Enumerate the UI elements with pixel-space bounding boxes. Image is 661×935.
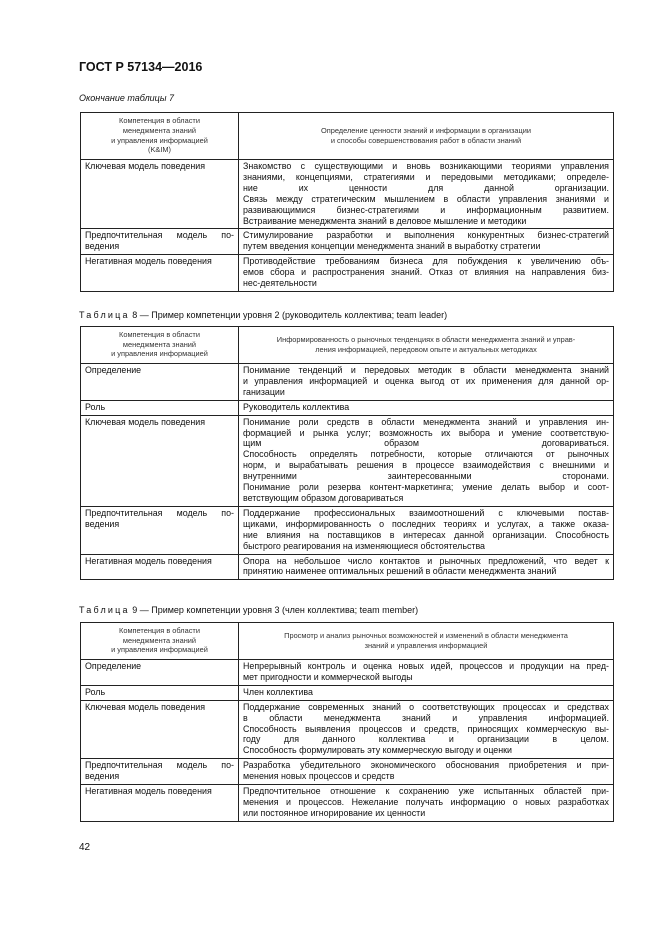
cell-line: ние их ценности для данной организации.	[243, 182, 609, 193]
header-competence-cell	[81, 327, 239, 364]
cell-line: и управления информацией	[111, 645, 208, 655]
row-text-cell	[239, 160, 614, 229]
cell-line: нес-деятельности	[243, 278, 317, 289]
cell-line: Негативная модель поведения	[85, 555, 212, 566]
table9-caption-text: 9 — Пример компетенции уровня 3 (член коллектива; team member)	[132, 605, 419, 615]
cell-line: мет пригодности и коммерческой выгоды	[243, 671, 413, 682]
cell-line: Компетенция в области	[119, 330, 200, 340]
table-row	[81, 400, 614, 415]
cell-line: Способность выявления процессов и средств, приносящих коммерческую вы-	[243, 723, 609, 734]
cell-line: году для данного коллектива и организации в целом.	[243, 734, 609, 745]
table-row	[81, 160, 614, 229]
cell-line: Роль	[85, 401, 106, 412]
row-label-cell	[81, 255, 239, 292]
cell-line: принятию наименее оптимальных решений в области менеджмента знаний	[243, 566, 557, 577]
cell-line: менения новых процессов и средств	[243, 771, 395, 782]
table-row	[81, 785, 614, 822]
cell-line: и управления информацией и оценка выгод от их применения для данной ор-	[243, 375, 609, 386]
cell-line: Способность определять потребности, которые отличаются от рыночных	[243, 449, 609, 460]
table8-caption	[79, 310, 447, 320]
row-text-cell	[239, 685, 614, 700]
cell-line: Противодействие требованиям бизнеса для побуждения к увеличению объ-	[243, 256, 609, 267]
cell-line: Информированность о рыночных тенденциях в области менеджмента знаний и управ-	[276, 334, 576, 344]
cell-line: менеджмента знаний	[122, 125, 197, 135]
cell-line: знаниями, концепциями, стратегиями и передовыми методиками; определе-	[243, 171, 609, 182]
header-title-cell	[239, 623, 614, 660]
table-row	[81, 415, 614, 506]
cell-line: Определение	[85, 661, 142, 671]
cell-line: ведения	[85, 241, 120, 252]
cell-line: менеджмента знаний	[122, 339, 197, 349]
row-label-cell	[81, 554, 239, 580]
table-7	[80, 112, 614, 292]
row-text-cell	[239, 400, 614, 415]
cell-line: Стимулирование разработки и выполнения конкурентных бизнес-стратегий	[243, 230, 609, 241]
table8-caption-text: 8 — Пример компетенции уровня 2 (руководитель коллектива; team leader)	[132, 310, 448, 320]
cell-line: Ключевая модель поведения	[85, 701, 205, 712]
table9-caption-word: Таблица	[79, 605, 130, 615]
cell-line: (K&IM)	[148, 145, 171, 155]
cell-line: Роль	[85, 686, 106, 697]
table-9	[80, 622, 614, 822]
row-label-cell	[81, 785, 239, 822]
row-label-cell	[81, 700, 239, 759]
cell-line: Компетенция в области	[119, 626, 200, 636]
table-header-row	[81, 327, 614, 364]
cell-line: ления информацией, передовом опыте и актуальных методиках	[315, 344, 537, 354]
table8-caption-word: Таблица	[79, 310, 130, 320]
cell-line: Способность формулировать эту коммерческую выгоду и оценки	[243, 745, 512, 756]
row-label-cell	[81, 685, 239, 700]
header-competence-cell	[81, 623, 239, 660]
page-number: 42	[79, 842, 91, 853]
cell-line: Определение	[85, 365, 142, 375]
standard-header: ГОСТ Р 57134—2016	[79, 60, 203, 74]
table-row	[81, 229, 614, 255]
row-label-cell	[81, 229, 239, 255]
table-8	[80, 326, 614, 580]
cell-line: Негативная модель поведения	[85, 256, 212, 267]
row-text-cell	[239, 255, 614, 292]
row-label-cell	[81, 759, 239, 785]
cell-line: Член коллектива	[243, 686, 313, 697]
row-text-cell	[239, 364, 614, 401]
cell-line: и управления информацией	[111, 349, 208, 359]
table-row	[81, 700, 614, 759]
row-text-cell	[239, 415, 614, 506]
cell-line: Понимание роли резерва контент-маркетинга; умение делать выбор и соот-	[243, 482, 609, 493]
cell-line: Ключевая модель поведения	[85, 416, 205, 427]
cell-line: ведения	[85, 771, 120, 782]
cell-line: Встраивание менеджмента знаний в деловое мышление и методики	[243, 215, 527, 226]
cell-line: ведения	[85, 518, 120, 529]
table7-continuation-caption: Окончание таблицы 7	[79, 93, 174, 103]
cell-line: ветствующим образом договариваться	[243, 492, 404, 503]
cell-line: и управления информацией	[111, 135, 208, 145]
table-row	[81, 506, 614, 554]
row-label-cell	[81, 660, 239, 686]
cell-line: внутренними заинтересованными сторонами.	[243, 471, 609, 482]
cell-line: знаний и управления информацией	[364, 640, 488, 650]
cell-line: Поддержание современных знаний о соответствующих процессах и средствах	[243, 701, 609, 712]
row-text-cell	[239, 506, 614, 554]
cell-line: емов сбора и распространения знаний. Отказ от влияния на направления биз-	[243, 267, 609, 278]
row-text-cell	[239, 759, 614, 785]
cell-line: менения и процессов. Нежелание получать информацию о новых разработках	[243, 796, 609, 807]
cell-line: ние влияния на поставщиков в интересах данной организации. Способность	[243, 529, 609, 540]
cell-line: Предпочтительное отношение к сохранению уже испытанных областей при-	[243, 786, 609, 797]
row-label-cell	[81, 506, 239, 554]
cell-line: формацией и рынка услуг; возможность их выбора и умение соответствую-	[243, 427, 609, 438]
row-text-cell	[239, 554, 614, 580]
row-label-cell	[81, 400, 239, 415]
table-row	[81, 759, 614, 785]
cell-line: Ключевая модель поведения	[85, 161, 205, 171]
cell-line: или постоянное игнорирование их ценности	[243, 807, 426, 818]
header-competence-cell	[81, 113, 239, 160]
row-text-cell	[239, 700, 614, 759]
cell-line: менеджмента знаний	[122, 635, 197, 645]
cell-line: путем введения концепции менеджмента знаний в выработку стратегии	[243, 241, 541, 252]
cell-line: Предпочтительная модель по-	[85, 760, 234, 771]
cell-line: ганизации	[243, 386, 285, 397]
cell-line: Негативная модель поведения	[85, 786, 212, 797]
row-text-cell	[239, 660, 614, 686]
header-title-cell	[239, 113, 614, 160]
header-title-cell	[239, 327, 614, 364]
table-row	[81, 364, 614, 401]
row-label-cell	[81, 415, 239, 506]
cell-line: щиками, информированность о последних теориях и услугах, а также оказа-	[243, 518, 609, 529]
cell-line: Компетенция в области	[119, 116, 200, 126]
table-header-row	[81, 623, 614, 660]
cell-line: Знакомство с существующими и вновь возникающими теориями управления	[243, 161, 609, 171]
cell-line: развивающимися бизнес-стратегиями и информационным развитием.	[243, 204, 609, 215]
cell-line: быстрого реагирования на изменяющиеся обстоятельства	[243, 540, 485, 551]
cell-line: норм, и вырабатывать решения в процессе взаимодействия с внешними и	[243, 460, 609, 471]
row-text-cell	[239, 229, 614, 255]
cell-line: Предпочтительная модель по-	[85, 230, 234, 241]
cell-line: в области менеджмента знаний и управления информацией.	[243, 712, 609, 723]
cell-line: Связь между стратегическим мышлением в области управления знаниями и	[243, 193, 609, 204]
cell-line: Понимание тенденций и передовых методик в области менеджмента знаний	[243, 365, 609, 375]
cell-line: Поддержание профессиональных взаимоотношений с ключевыми постав-	[243, 507, 609, 518]
table-row	[81, 554, 614, 580]
cell-line: Предпочтительная модель по-	[85, 507, 234, 518]
cell-line: Руководитель коллектива	[243, 401, 350, 412]
row-label-cell	[81, 160, 239, 229]
table9-caption	[79, 605, 418, 615]
cell-line: Просмотр и анализ рыночных возможностей и изменений в области менеджмента	[284, 630, 568, 640]
table-row	[81, 255, 614, 292]
table-header-row	[81, 113, 614, 160]
row-text-cell	[239, 785, 614, 822]
cell-line: Непрерывный контроль и оценка новых идей, процессов и продукции на пред-	[243, 661, 609, 671]
cell-line: и способы совершенствования работ в области знаний	[330, 135, 522, 145]
row-label-cell	[81, 364, 239, 401]
table-row	[81, 685, 614, 700]
cell-line: Разработка убедительного экономического обоснования приобретения и при-	[243, 760, 609, 771]
cell-line: Опора на небольшое число контактов и рыночных предложений, что ведет к	[243, 555, 609, 566]
cell-line: Понимание роли средств в области менеджмента знаний и управления ин-	[243, 416, 609, 427]
table-row	[81, 660, 614, 686]
cell-line: щим образом договариваться.	[243, 438, 609, 449]
cell-line: Определение ценности знаний и информации в организации	[320, 125, 532, 135]
